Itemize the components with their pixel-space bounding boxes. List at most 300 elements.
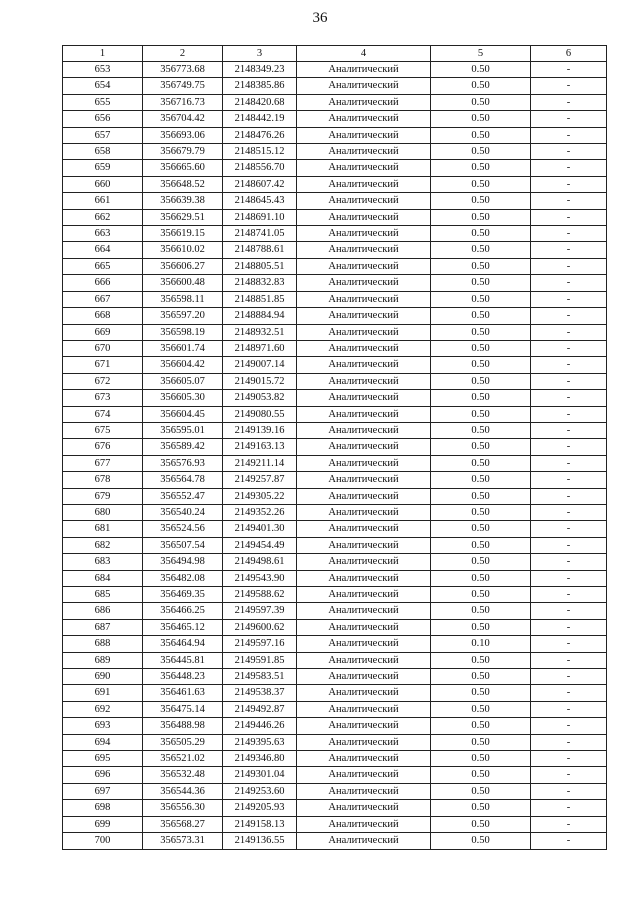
- header-cell: 3: [223, 46, 297, 62]
- note-cell: -: [531, 767, 607, 783]
- x-coordinate-cell: 356648.52: [143, 176, 223, 192]
- note-cell: -: [531, 587, 607, 603]
- accuracy-cell: 0.50: [431, 537, 531, 553]
- method-cell: Аналитический: [297, 701, 431, 717]
- method-cell: Аналитический: [297, 308, 431, 324]
- y-coordinate-cell: 2148832.83: [223, 275, 297, 291]
- accuracy-cell: 0.50: [431, 455, 531, 471]
- y-coordinate-cell: 2149492.87: [223, 701, 297, 717]
- point-number-cell: 656: [63, 111, 143, 127]
- accuracy-cell: 0.50: [431, 619, 531, 635]
- x-coordinate-cell: 356598.11: [143, 291, 223, 307]
- y-coordinate-cell: 2149446.26: [223, 718, 297, 734]
- accuracy-cell: 0.50: [431, 603, 531, 619]
- table-row: [63, 603, 607, 619]
- table-row: [63, 652, 607, 668]
- point-number-cell: 653: [63, 62, 143, 78]
- accuracy-cell: 0.50: [431, 111, 531, 127]
- method-cell: Аналитический: [297, 193, 431, 209]
- x-coordinate-cell: 356598.19: [143, 324, 223, 340]
- method-cell: Аналитический: [297, 111, 431, 127]
- x-coordinate-cell: 356469.35: [143, 587, 223, 603]
- method-cell: Аналитический: [297, 587, 431, 603]
- method-cell: Аналитический: [297, 406, 431, 422]
- note-cell: -: [531, 521, 607, 537]
- method-cell: Аналитический: [297, 833, 431, 849]
- accuracy-cell: 0.50: [431, 226, 531, 242]
- x-coordinate-cell: 356532.48: [143, 767, 223, 783]
- method-cell: Аналитический: [297, 226, 431, 242]
- accuracy-cell: 0.50: [431, 357, 531, 373]
- y-coordinate-cell: 2149454.49: [223, 537, 297, 553]
- y-coordinate-cell: 2149543.90: [223, 570, 297, 586]
- point-number-cell: 662: [63, 209, 143, 225]
- y-coordinate-cell: 2148556.70: [223, 160, 297, 176]
- y-coordinate-cell: 2149015.72: [223, 373, 297, 389]
- method-cell: Аналитический: [297, 636, 431, 652]
- accuracy-cell: 0.50: [431, 701, 531, 717]
- accuracy-cell: 0.50: [431, 144, 531, 160]
- note-cell: -: [531, 406, 607, 422]
- page-number: 36: [312, 10, 328, 26]
- x-coordinate-cell: 356466.25: [143, 603, 223, 619]
- y-coordinate-cell: 2149139.16: [223, 422, 297, 438]
- y-coordinate-cell: 2148515.12: [223, 144, 297, 160]
- point-number-cell: 695: [63, 751, 143, 767]
- point-number-cell: 654: [63, 78, 143, 94]
- accuracy-cell: 0.50: [431, 422, 531, 438]
- accuracy-cell: 0.50: [431, 78, 531, 94]
- point-number-cell: 691: [63, 685, 143, 701]
- point-number-cell: 694: [63, 734, 143, 750]
- x-coordinate-cell: 356507.54: [143, 537, 223, 553]
- x-coordinate-cell: 356521.02: [143, 751, 223, 767]
- note-cell: -: [531, 209, 607, 225]
- point-number-cell: 689: [63, 652, 143, 668]
- note-cell: -: [531, 603, 607, 619]
- point-number-cell: 692: [63, 701, 143, 717]
- table-row: [63, 390, 607, 406]
- y-coordinate-cell: 2149136.55: [223, 833, 297, 849]
- point-number-cell: 690: [63, 669, 143, 685]
- method-cell: Аналитический: [297, 488, 431, 504]
- y-coordinate-cell: 2149498.61: [223, 554, 297, 570]
- method-cell: Аналитический: [297, 504, 431, 520]
- method-cell: Аналитический: [297, 209, 431, 225]
- accuracy-cell: 0.50: [431, 258, 531, 274]
- accuracy-cell: 0.50: [431, 390, 531, 406]
- note-cell: -: [531, 127, 607, 143]
- table-row: [63, 160, 607, 176]
- note-cell: -: [531, 800, 607, 816]
- note-cell: -: [531, 226, 607, 242]
- accuracy-cell: 0.50: [431, 751, 531, 767]
- accuracy-cell: 0.50: [431, 767, 531, 783]
- table-row: [63, 783, 607, 799]
- accuracy-cell: 0.50: [431, 669, 531, 685]
- x-coordinate-cell: 356556.30: [143, 800, 223, 816]
- accuracy-cell: 0.50: [431, 570, 531, 586]
- table-row: [63, 127, 607, 143]
- accuracy-cell: 0.50: [431, 127, 531, 143]
- x-coordinate-cell: 356576.93: [143, 455, 223, 471]
- point-number-cell: 664: [63, 242, 143, 258]
- method-cell: Аналитический: [297, 751, 431, 767]
- accuracy-cell: 0.50: [431, 291, 531, 307]
- y-coordinate-cell: 2149007.14: [223, 357, 297, 373]
- accuracy-cell: 0.50: [431, 373, 531, 389]
- y-coordinate-cell: 2149211.14: [223, 455, 297, 471]
- table-row: [63, 176, 607, 192]
- y-coordinate-cell: 2149257.87: [223, 472, 297, 488]
- table-row: [63, 701, 607, 717]
- x-coordinate-cell: 356605.07: [143, 373, 223, 389]
- accuracy-cell: 0.50: [431, 734, 531, 750]
- table-row: [63, 537, 607, 553]
- y-coordinate-cell: 2148645.43: [223, 193, 297, 209]
- y-coordinate-cell: 2148788.61: [223, 242, 297, 258]
- table-row: [63, 734, 607, 750]
- x-coordinate-cell: 356465.12: [143, 619, 223, 635]
- y-coordinate-cell: 2148884.94: [223, 308, 297, 324]
- note-cell: -: [531, 488, 607, 504]
- method-cell: Аналитический: [297, 291, 431, 307]
- table-row: [63, 373, 607, 389]
- note-cell: -: [531, 701, 607, 717]
- y-coordinate-cell: 2148476.26: [223, 127, 297, 143]
- method-cell: Аналитический: [297, 390, 431, 406]
- note-cell: -: [531, 357, 607, 373]
- table-row: [63, 275, 607, 291]
- x-coordinate-cell: 356704.42: [143, 111, 223, 127]
- note-cell: -: [531, 94, 607, 110]
- table-row: [63, 669, 607, 685]
- y-coordinate-cell: 2148607.42: [223, 176, 297, 192]
- accuracy-cell: 0.50: [431, 587, 531, 603]
- point-number-cell: 686: [63, 603, 143, 619]
- y-coordinate-cell: 2148932.51: [223, 324, 297, 340]
- x-coordinate-cell: 356568.27: [143, 816, 223, 832]
- table-row: [63, 751, 607, 767]
- table-row: [63, 636, 607, 652]
- x-coordinate-cell: 356552.47: [143, 488, 223, 504]
- table-row: [63, 144, 607, 160]
- note-cell: -: [531, 554, 607, 570]
- table-row: [63, 406, 607, 422]
- table-row: [63, 242, 607, 258]
- header-cell: 5: [431, 46, 531, 62]
- table-row: [63, 504, 607, 520]
- y-coordinate-cell: 2149301.04: [223, 767, 297, 783]
- point-number-cell: 676: [63, 439, 143, 455]
- point-number-cell: 657: [63, 127, 143, 143]
- y-coordinate-cell: 2148691.10: [223, 209, 297, 225]
- table-row: [63, 570, 607, 586]
- table-row: [63, 193, 607, 209]
- method-cell: Аналитический: [297, 554, 431, 570]
- point-number-cell: 671: [63, 357, 143, 373]
- table-row: [63, 340, 607, 356]
- point-number-cell: 681: [63, 521, 143, 537]
- table-row: [63, 209, 607, 225]
- table-row: [63, 422, 607, 438]
- accuracy-cell: 0.50: [431, 193, 531, 209]
- header-cell: 1: [63, 46, 143, 62]
- note-cell: -: [531, 734, 607, 750]
- note-cell: -: [531, 816, 607, 832]
- note-cell: -: [531, 144, 607, 160]
- method-cell: Аналитический: [297, 94, 431, 110]
- table-row: [63, 455, 607, 471]
- point-number-cell: 682: [63, 537, 143, 553]
- table-row: [63, 587, 607, 603]
- note-cell: -: [531, 422, 607, 438]
- table-row: [63, 226, 607, 242]
- x-coordinate-cell: 356629.51: [143, 209, 223, 225]
- x-coordinate-cell: 356475.14: [143, 701, 223, 717]
- point-number-cell: 697: [63, 783, 143, 799]
- accuracy-cell: 0.50: [431, 783, 531, 799]
- note-cell: -: [531, 669, 607, 685]
- header-row: [63, 46, 607, 62]
- method-cell: Аналитический: [297, 685, 431, 701]
- table-row: [63, 685, 607, 701]
- method-cell: Аналитический: [297, 718, 431, 734]
- method-cell: Аналитический: [297, 62, 431, 78]
- y-coordinate-cell: 2149080.55: [223, 406, 297, 422]
- method-cell: Аналитический: [297, 176, 431, 192]
- y-coordinate-cell: 2149053.82: [223, 390, 297, 406]
- x-coordinate-cell: 356544.36: [143, 783, 223, 799]
- x-coordinate-cell: 356604.42: [143, 357, 223, 373]
- note-cell: -: [531, 833, 607, 849]
- accuracy-cell: 0.50: [431, 340, 531, 356]
- y-coordinate-cell: 2149395.63: [223, 734, 297, 750]
- x-coordinate-cell: 356461.63: [143, 685, 223, 701]
- point-number-cell: 688: [63, 636, 143, 652]
- x-coordinate-cell: 356488.98: [143, 718, 223, 734]
- note-cell: -: [531, 439, 607, 455]
- point-number-cell: 684: [63, 570, 143, 586]
- y-coordinate-cell: 2148385.86: [223, 78, 297, 94]
- point-number-cell: 660: [63, 176, 143, 192]
- x-coordinate-cell: 356665.60: [143, 160, 223, 176]
- note-cell: -: [531, 340, 607, 356]
- table-row: [63, 111, 607, 127]
- table-row: [63, 258, 607, 274]
- y-coordinate-cell: 2149305.22: [223, 488, 297, 504]
- x-coordinate-cell: 356610.02: [143, 242, 223, 258]
- method-cell: Аналитический: [297, 537, 431, 553]
- method-cell: Аналитический: [297, 603, 431, 619]
- method-cell: Аналитический: [297, 275, 431, 291]
- x-coordinate-cell: 356505.29: [143, 734, 223, 750]
- method-cell: Аналитический: [297, 422, 431, 438]
- note-cell: -: [531, 504, 607, 520]
- table-row: [63, 488, 607, 504]
- accuracy-cell: 0.50: [431, 62, 531, 78]
- accuracy-cell: 0.50: [431, 504, 531, 520]
- note-cell: -: [531, 783, 607, 799]
- x-coordinate-cell: 356605.30: [143, 390, 223, 406]
- y-coordinate-cell: 2149538.37: [223, 685, 297, 701]
- x-coordinate-cell: 356540.24: [143, 504, 223, 520]
- accuracy-cell: 0.50: [431, 718, 531, 734]
- accuracy-cell: 0.50: [431, 833, 531, 849]
- y-coordinate-cell: 2149163.13: [223, 439, 297, 455]
- method-cell: Аналитический: [297, 800, 431, 816]
- point-number-cell: 667: [63, 291, 143, 307]
- table-row: [63, 324, 607, 340]
- accuracy-cell: 0.50: [431, 521, 531, 537]
- accuracy-cell: 0.50: [431, 275, 531, 291]
- method-cell: Аналитический: [297, 373, 431, 389]
- note-cell: -: [531, 275, 607, 291]
- note-cell: -: [531, 619, 607, 635]
- point-number-cell: 658: [63, 144, 143, 160]
- table-row: [63, 357, 607, 373]
- method-cell: Аналитический: [297, 160, 431, 176]
- note-cell: -: [531, 176, 607, 192]
- accuracy-cell: 0.10: [431, 636, 531, 652]
- table-row: [63, 767, 607, 783]
- x-coordinate-cell: 356639.38: [143, 193, 223, 209]
- accuracy-cell: 0.50: [431, 308, 531, 324]
- accuracy-cell: 0.50: [431, 554, 531, 570]
- method-cell: Аналитический: [297, 324, 431, 340]
- note-cell: -: [531, 537, 607, 553]
- method-cell: Аналитический: [297, 816, 431, 832]
- point-number-cell: 687: [63, 619, 143, 635]
- note-cell: -: [531, 62, 607, 78]
- x-coordinate-cell: 356595.01: [143, 422, 223, 438]
- x-coordinate-cell: 356693.06: [143, 127, 223, 143]
- table-row: [63, 472, 607, 488]
- method-cell: Аналитический: [297, 570, 431, 586]
- table-row: [63, 78, 607, 94]
- accuracy-cell: 0.50: [431, 160, 531, 176]
- point-number-cell: 675: [63, 422, 143, 438]
- note-cell: -: [531, 193, 607, 209]
- point-number-cell: 672: [63, 373, 143, 389]
- note-cell: -: [531, 751, 607, 767]
- point-number-cell: 659: [63, 160, 143, 176]
- note-cell: -: [531, 652, 607, 668]
- method-cell: Аналитический: [297, 439, 431, 455]
- note-cell: -: [531, 308, 607, 324]
- header-cell: 6: [531, 46, 607, 62]
- method-cell: Аналитический: [297, 619, 431, 635]
- x-coordinate-cell: 356573.31: [143, 833, 223, 849]
- method-cell: Аналитический: [297, 472, 431, 488]
- method-cell: Аналитический: [297, 144, 431, 160]
- method-cell: Аналитический: [297, 521, 431, 537]
- y-coordinate-cell: 2149597.16: [223, 636, 297, 652]
- note-cell: -: [531, 373, 607, 389]
- coordinates-table: [62, 45, 607, 850]
- y-coordinate-cell: 2149588.62: [223, 587, 297, 603]
- y-coordinate-cell: 2148971.60: [223, 340, 297, 356]
- y-coordinate-cell: 2149205.93: [223, 800, 297, 816]
- method-cell: Аналитический: [297, 455, 431, 471]
- accuracy-cell: 0.50: [431, 324, 531, 340]
- x-coordinate-cell: 356679.79: [143, 144, 223, 160]
- accuracy-cell: 0.50: [431, 406, 531, 422]
- point-number-cell: 685: [63, 587, 143, 603]
- point-number-cell: 668: [63, 308, 143, 324]
- y-coordinate-cell: 2149597.39: [223, 603, 297, 619]
- point-number-cell: 680: [63, 504, 143, 520]
- header-cell: 4: [297, 46, 431, 62]
- note-cell: -: [531, 390, 607, 406]
- point-number-cell: 679: [63, 488, 143, 504]
- note-cell: -: [531, 258, 607, 274]
- note-cell: -: [531, 242, 607, 258]
- point-number-cell: 699: [63, 816, 143, 832]
- table-row: [63, 800, 607, 816]
- y-coordinate-cell: 2149583.51: [223, 669, 297, 685]
- note-cell: -: [531, 324, 607, 340]
- note-cell: -: [531, 78, 607, 94]
- table-row: [63, 308, 607, 324]
- accuracy-cell: 0.50: [431, 685, 531, 701]
- note-cell: -: [531, 472, 607, 488]
- x-coordinate-cell: 356773.68: [143, 62, 223, 78]
- y-coordinate-cell: 2148741.05: [223, 226, 297, 242]
- method-cell: Аналитический: [297, 734, 431, 750]
- note-cell: -: [531, 718, 607, 734]
- method-cell: Аналитический: [297, 669, 431, 685]
- y-coordinate-cell: 2149600.62: [223, 619, 297, 635]
- x-coordinate-cell: 356716.73: [143, 94, 223, 110]
- x-coordinate-cell: 356448.23: [143, 669, 223, 685]
- accuracy-cell: 0.50: [431, 472, 531, 488]
- x-coordinate-cell: 356494.98: [143, 554, 223, 570]
- point-number-cell: 655: [63, 94, 143, 110]
- x-coordinate-cell: 356600.48: [143, 275, 223, 291]
- method-cell: Аналитический: [297, 78, 431, 94]
- method-cell: Аналитический: [297, 357, 431, 373]
- y-coordinate-cell: 2149158.13: [223, 816, 297, 832]
- table-row: [63, 833, 607, 849]
- method-cell: Аналитический: [297, 127, 431, 143]
- point-number-cell: 661: [63, 193, 143, 209]
- note-cell: -: [531, 685, 607, 701]
- method-cell: Аналитический: [297, 258, 431, 274]
- x-coordinate-cell: 356445.81: [143, 652, 223, 668]
- table-row: [63, 62, 607, 78]
- accuracy-cell: 0.50: [431, 242, 531, 258]
- accuracy-cell: 0.50: [431, 176, 531, 192]
- accuracy-cell: 0.50: [431, 488, 531, 504]
- point-number-cell: 674: [63, 406, 143, 422]
- x-coordinate-cell: 356619.15: [143, 226, 223, 242]
- table-row: [63, 94, 607, 110]
- note-cell: -: [531, 636, 607, 652]
- y-coordinate-cell: 2148349.23: [223, 62, 297, 78]
- accuracy-cell: 0.50: [431, 652, 531, 668]
- accuracy-cell: 0.50: [431, 816, 531, 832]
- method-cell: Аналитический: [297, 242, 431, 258]
- x-coordinate-cell: 356606.27: [143, 258, 223, 274]
- point-number-cell: 700: [63, 833, 143, 849]
- x-coordinate-cell: 356564.78: [143, 472, 223, 488]
- table-row: [63, 816, 607, 832]
- table-body: [63, 62, 607, 850]
- x-coordinate-cell: 356597.20: [143, 308, 223, 324]
- accuracy-cell: 0.50: [431, 94, 531, 110]
- point-number-cell: 670: [63, 340, 143, 356]
